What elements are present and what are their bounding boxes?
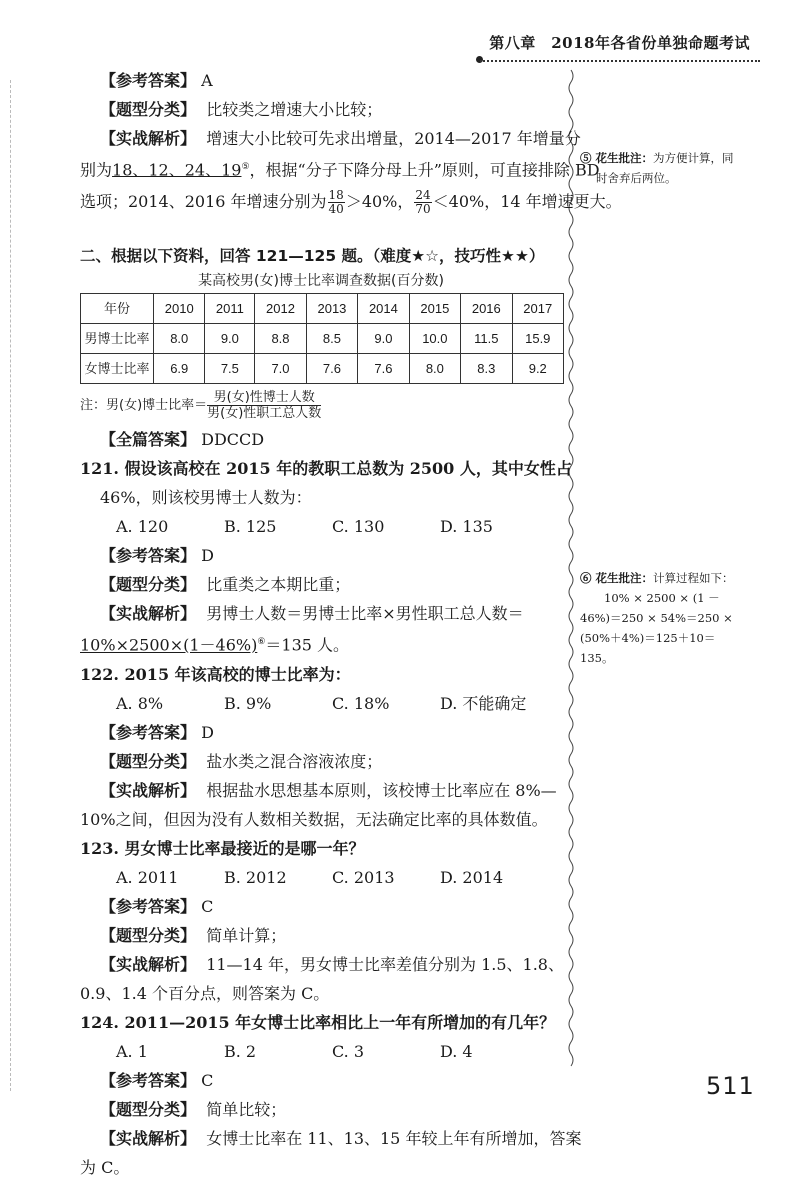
- q124-type: 【题型分类】 简单比较；: [100, 1099, 287, 1119]
- q123-stem: 123. 男女博士比率最接近的是哪一年？: [80, 838, 365, 858]
- q121-answer: 【参考答案】 D: [100, 546, 214, 566]
- q121-analysis-line2: 10%×2500×(1－46%)⑥＝135 人。: [80, 635, 350, 655]
- q124-analysis: 【实战解析】 女博士比率在 11、13、15 年较上年有所增加，答案: [100, 1128, 582, 1148]
- main-column: [80, 66, 622, 1182]
- q124-answer: 【参考答案】 C: [100, 1070, 214, 1090]
- q122-analysis: 【实战解析】 根据盐水思想基本原则，该校博士比率应在 8%—: [100, 780, 557, 800]
- q121-stem: 121. 假设该高校在 2015 年的教职工总数为 2500 人，其中女性占: [80, 459, 572, 479]
- table-row: 女博士比率 6.9 7.5 7.0 7.6 7.6 8.0 8.3 9.2: [81, 354, 564, 384]
- q124-analysis-line2: 为 C。: [80, 1157, 130, 1177]
- q121-analysis: 【实战解析】 男博士人数＝男博士比率×男性职工总人数＝: [100, 604, 524, 624]
- prev-analysis: 【实战解析】 增速大小比较可先求出增量，2014—2017 年增量分: [100, 129, 581, 148]
- margin-note-6: ⑥ 花生批注：计算过程如下： 10% × 2500 × (1 － 46%)＝250 × 54%＝250 × (50%＋4%)＝125＋10＝ 135。: [580, 571, 734, 665]
- prev-analysis-line3: 选项；2014、2016 年增速分别为 $\frac{18}{40}$ ＞40%， $\frac{24}{70}$ ＜40%，14 年增速更大。: [80, 188, 622, 217]
- running-header: 第八章 2018年各省份单独命题考试: [489, 34, 750, 52]
- fraction-18-40: $\frac{18}{40}$: [328, 188, 344, 217]
- q122-options: A. 8% B. 9% C. 18% D. 不能确定: [116, 693, 527, 713]
- q121-options: A. 120 B. 125 C. 130 D. 135: [116, 517, 493, 537]
- prev-type: 【题型分类】 比较类之增速大小比较；: [100, 100, 383, 119]
- q123-answer: 【参考答案】 C: [100, 896, 214, 916]
- q121-stem-cont: 46%，则该校男博士人数为：: [100, 488, 312, 508]
- q123-type: 【题型分类】 简单计算；: [100, 925, 287, 945]
- q123-analysis-line2: 0.9、1.4 个百分点，则答案为 C。: [80, 983, 330, 1003]
- table-note: 注：男(女)博士比率＝ $\frac{\text{男(女)性博士人数}}{\text{男(女)性职工总人数}}$: [80, 390, 322, 422]
- header-rule: [480, 60, 760, 62]
- page-number: 511: [706, 1072, 755, 1100]
- q122-type: 【题型分类】 盐水类之混合溶液浓度；: [100, 751, 383, 771]
- margin-wavy-divider: [566, 70, 576, 1060]
- margin-note-5: ⑤ 花生批注：为方便计算，同 时舍弃后两位。: [580, 151, 734, 185]
- full-answer: 【全篇答案】 DDCCD: [100, 430, 265, 450]
- prev-analysis-line2: 别为18、12、24、19⑤，根据“分子下降分母上升”原则，可直接排除 BD: [80, 160, 600, 180]
- q122-stem: 122. 2015 年该高校的博士比率为：: [80, 664, 351, 684]
- table-row: 男博士比率 8.0 9.0 8.8 8.5 9.0 10.0 11.5 15.9: [81, 324, 564, 354]
- table-title: 某高校男(女)博士比率调查数据(百分数): [198, 273, 444, 290]
- section-title: 二、根据以下资料，回答 121—125 题。（难度★☆，技巧性★★）: [80, 247, 545, 266]
- q121-type: 【题型分类】 比重类之本期比重；: [100, 575, 351, 595]
- q124-stem: 124. 2011—2015 年女博士比率相比上一年有所增加的有几年？: [80, 1012, 556, 1032]
- q123-options: A. 2011 B. 2012 C. 2013 D. 2014: [116, 867, 504, 887]
- q123-analysis: 【实战解析】 11—14 年，男女博士比率差值分别为 1.5、1.8、: [100, 954, 564, 974]
- prev-answer: 【参考答案】 A: [100, 71, 213, 90]
- q122-analysis-line2: 10%之间，但因为没有人数相关数据，无法确定比率的具体数值。: [80, 809, 548, 829]
- fraction-24-70: $\frac{24}{70}$: [415, 188, 431, 217]
- binding-margin-line: [10, 80, 11, 1091]
- table-header-row: 年份 2010 2011 2012 2013 2014 2015 2016 2017: [81, 294, 564, 324]
- q122-answer: 【参考答案】 D: [100, 722, 214, 742]
- q124-options: A. 1 B. 2 C. 3 D. 4: [116, 1041, 473, 1061]
- data-table: [80, 293, 564, 384]
